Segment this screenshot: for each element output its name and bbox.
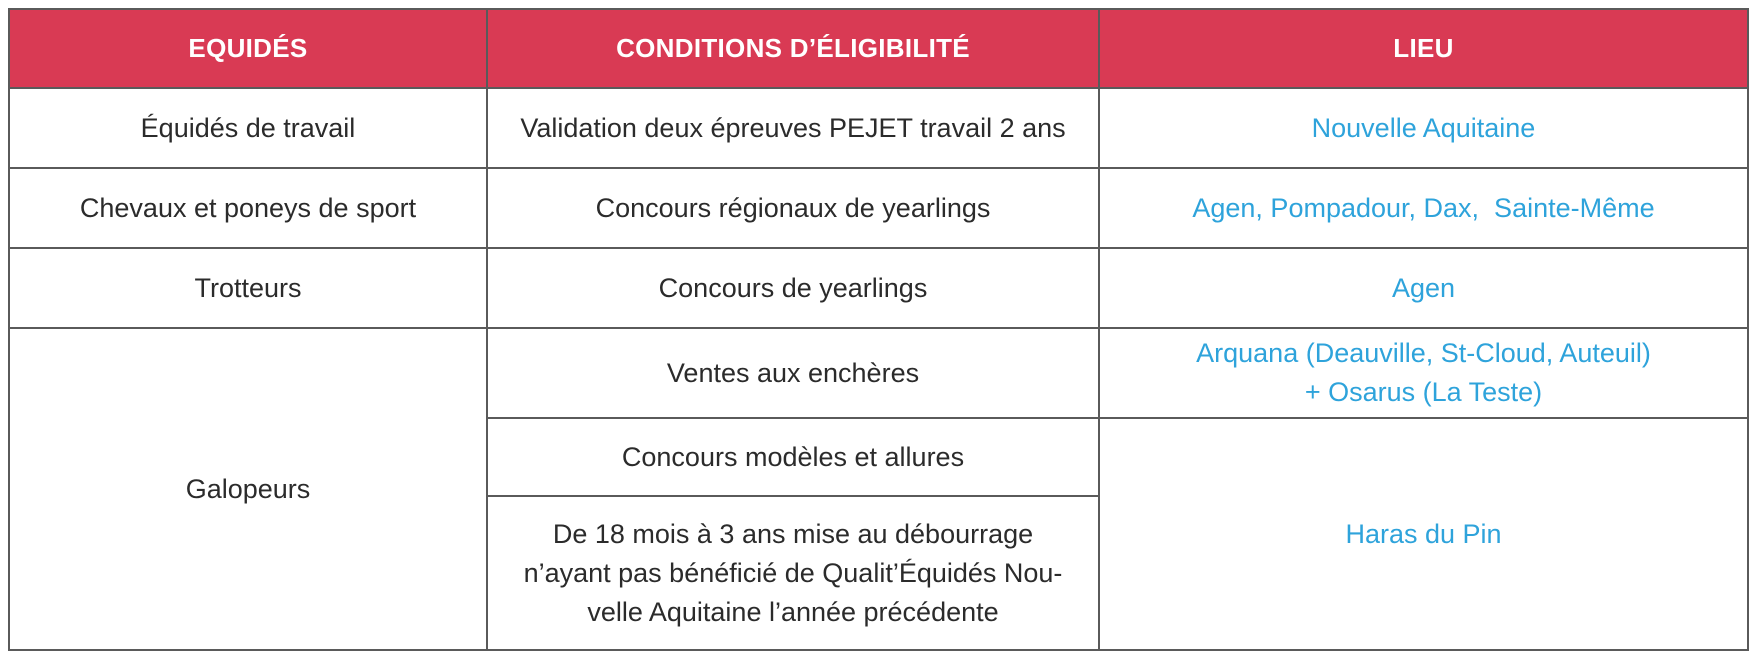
cell-lieu: Agen bbox=[1099, 248, 1748, 328]
header-conditions: CONDITIONS D’ÉLIGIBILITÉ bbox=[487, 9, 1099, 88]
cell-conditions-ventes: Ventes aux enchères bbox=[487, 328, 1099, 418]
header-lieu: LIEU bbox=[1099, 9, 1748, 88]
lieu-line: Arquana (Deauville, St-Cloud, Auteuil) bbox=[1196, 338, 1651, 368]
table-row bbox=[9, 88, 1748, 168]
cell-conditions: Concours de yearlings bbox=[487, 248, 1099, 328]
table-row bbox=[9, 328, 1748, 418]
cell-conditions-debourrage bbox=[487, 496, 1099, 650]
cell-equides-galopeurs: Galopeurs bbox=[9, 328, 487, 650]
cell-equides: Chevaux et poneys de sport bbox=[9, 168, 487, 248]
table-body bbox=[9, 88, 1748, 650]
cell-conditions: Concours régionaux de yearlings bbox=[487, 168, 1099, 248]
conditions-line: velle Aquitaine l’année précédente bbox=[587, 596, 999, 627]
eligibility-table-container bbox=[8, 8, 1747, 651]
cell-equides: Trotteurs bbox=[9, 248, 487, 328]
cell-lieu-haras: Haras du Pin bbox=[1099, 418, 1748, 650]
conditions-line: De 18 mois à 3 ans mise au débourrage bbox=[552, 518, 1034, 549]
table-header bbox=[9, 9, 1748, 88]
cell-lieu: Nouvelle Aquitaine bbox=[1099, 88, 1748, 168]
cell-lieu: Agen, Pompadour, Dax, Sainte-Même bbox=[1099, 168, 1748, 248]
cell-conditions-concours: Concours modèles et allures bbox=[487, 418, 1099, 496]
table-row bbox=[9, 168, 1748, 248]
conditions-line: n’ayant pas bénéficié de Qualit’Équidés Nou- bbox=[523, 557, 1063, 588]
lieu-line: + Osarus (La Teste) bbox=[1304, 377, 1543, 407]
table-row bbox=[9, 248, 1748, 328]
header-row bbox=[9, 9, 1748, 88]
cell-conditions: Validation deux épreuves PEJET travail 2 ans bbox=[487, 88, 1099, 168]
header-equides: EQUIDÉS bbox=[9, 9, 487, 88]
cell-equides: Équidés de travail bbox=[9, 88, 487, 168]
eligibility-table bbox=[8, 8, 1749, 651]
cell-lieu-arquana bbox=[1099, 328, 1748, 418]
